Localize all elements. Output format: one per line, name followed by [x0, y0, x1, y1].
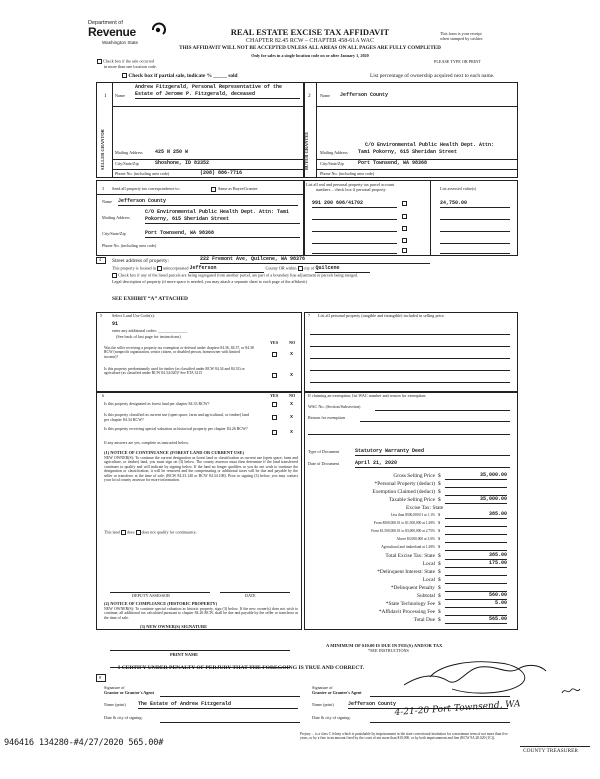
section6-q3-yes[interactable] — [272, 430, 277, 435]
total-state-dollar: $ — [438, 553, 441, 559]
assessed-value-label: List assessed value(s) — [440, 186, 477, 191]
seller-side-label: SELLER GRANTOR — [100, 129, 105, 170]
certify-text: I CERTIFY UNDER PENALTY OF PERJURY THAT THE FOREGOING IS TRUE AND CORRECT. — [118, 665, 365, 671]
section6-yes-header: YES — [270, 393, 279, 398]
grantee-signature-label-1: Signature of — [312, 685, 333, 690]
deputy-assessor-label: DEPUTY ASSESSOR — [132, 593, 170, 598]
seller-city-label: City/State/Zip — [115, 161, 139, 166]
interest-local-dollar: $ — [438, 577, 441, 583]
taxable-value[interactable]: 35,000.00 — [445, 497, 507, 504]
tech-fee-dollar: $ — [438, 601, 441, 607]
local-label: Local — [422, 561, 435, 567]
correspondence-mailing-2[interactable]: Pokorny, 615 Sheridan Street — [145, 217, 300, 224]
tier2-label: From $500,000.01 to $1,500,000 at 1.28% — [373, 521, 435, 525]
historic-title: (2) NOTICE OF COMPLIANCE (HISTORIC PROPERTY) — [104, 601, 218, 606]
seller-city-value[interactable]: Shoshone, ID 83352 — [155, 160, 210, 166]
interest-local-label: Local — [422, 577, 435, 583]
tier5-label: Agricultural and timberland at 1.28% — [381, 545, 435, 549]
grantee-signature-icon — [400, 655, 550, 700]
tier1-label: Less than $500,000.01 at 1.1% — [390, 513, 435, 517]
partial-sale-checkbox[interactable] — [122, 73, 127, 78]
gross-label: Gross Selling Price — [393, 473, 435, 479]
doc-type-value[interactable]: Statutory Warranty Deed — [355, 449, 510, 456]
logo-line2: Revenue — [88, 25, 136, 39]
grantor-signature-label-1: Signature of — [104, 685, 125, 690]
print-name-label: PRINT NAME — [170, 652, 199, 657]
seller-phone-value[interactable]: (208) 886-7716 — [200, 170, 243, 176]
form-only-for: Only for sales in a single location code on or after January 1, 2020 — [251, 53, 369, 58]
doc-date-label: Date of Document — [308, 461, 339, 466]
same-as-buyer-checkbox[interactable] — [211, 187, 216, 192]
legal-description-label: Legal description of property (if more space is needed, you may attach a separate sheet to each page of the affidavit) — [112, 279, 307, 284]
receipt-note-2: when stamped by cashier. — [440, 36, 484, 41]
tax-table — [308, 473, 513, 623]
segregated-label: Check box if any of the listed parcels are being segregated from another parcel, are part of a boundary line adjustment or parcels being merged. — [118, 272, 359, 278]
grantor-signature-label-2: Grantor or Grantor's Agent — [104, 690, 154, 695]
tier3-label: From $1,500,000.01 to $3,000,000 at 2.75% — [371, 529, 435, 533]
subtotal-dollar: $ — [438, 593, 441, 599]
agency-logo — [86, 18, 176, 48]
exhibit-note: SEE EXHIBIT “A” ATTACHED — [112, 296, 188, 302]
does-not-checkbox[interactable] — [136, 530, 141, 535]
parcel-personal-checkbox-2[interactable] — [402, 214, 407, 219]
parcel-personal-checkbox-3[interactable] — [402, 226, 407, 231]
print-note: PLEASE TYPE OR PRINT — [434, 59, 481, 64]
parcels-label-1: List all real and personal property tax parcel account — [306, 182, 395, 187]
logo-line1: Department of — [88, 20, 123, 26]
correspondence-phone-label: Phone No. (including area code) — [102, 243, 157, 248]
does-label: does — [126, 529, 135, 535]
doc-date-value[interactable]: April 21, 2020 — [355, 461, 510, 468]
land-use-q2-no[interactable]: x — [290, 372, 294, 378]
total-state-label: Total Excise Tax: State — [385, 553, 435, 559]
correspondence-city-value[interactable]: Port Townsend, WA 98368 — [145, 231, 300, 238]
form-title: REAL ESTATE EXCISE TAX AFFIDAVIT — [230, 27, 390, 37]
located-label: This property is located in — [112, 265, 156, 271]
total-state-value[interactable]: 385.00 — [445, 553, 507, 560]
unincorporated-checkbox[interactable] — [157, 266, 162, 271]
gross-dollar: $ — [438, 473, 441, 479]
city-of-label: city of — [303, 265, 315, 271]
interest-state-dollar: $ — [438, 569, 441, 575]
seller-phone-label: Phone No. (including area code) — [115, 171, 170, 176]
logo-swoosh-icon — [150, 22, 166, 38]
penalty-label: *Delinquent Penalty — [390, 585, 435, 591]
does-not-label: does not qualify for continuance. — [141, 529, 197, 535]
land-use-q1: Was the seller receiving a property tax exemption or deferral under chapters 84.36, 84.37, or 84.38 RCW (nonprofit organization, senior citizen, or disabled person, homeowner with limited income)? — [104, 346, 254, 359]
minimum-due-note: A MINIMUM OF $10.00 IS DUE IN FEE(S) AND/OR TAX — [326, 643, 443, 648]
partial-sale-row[interactable] — [122, 73, 238, 79]
tier5-dollar: $ — [438, 544, 441, 549]
continuance-title: (1) NOTICE OF CONTINUANCE (FOREST LAND OR CURRENT USE) — [104, 450, 244, 455]
buyer-name-value[interactable]: Jefferson County — [340, 92, 389, 98]
section6-q1-yes[interactable] — [272, 402, 277, 407]
grantee-date-label: Date & city of signing: — [312, 715, 351, 720]
correspondence-name-label: Name — [102, 199, 112, 204]
section6-q2: Is this property classified as current use (open space, farm and agricultural, or timber) land per chapter 84.34 RCW? — [104, 412, 250, 422]
parcel-number-value[interactable]: 991 200 606/41702 — [312, 201, 397, 208]
personal-deduct-label: *Personal Property (deduct) — [374, 481, 435, 487]
correspondence-section-number: 3 — [102, 186, 105, 191]
street-address-value[interactable]: 222 Fremont Ave, Quilcene, WA 98376 — [200, 257, 430, 264]
exemption-label: If claiming an exemption, list WAC number and reason for exemption: — [308, 393, 427, 398]
land-use-section-number: 5 — [100, 313, 103, 318]
tier1-dollar: $ — [438, 512, 441, 517]
land-use-q1-yes[interactable] — [272, 352, 277, 357]
street-section-number: 4 — [99, 257, 102, 262]
land-use-q2-yes[interactable] — [272, 373, 277, 378]
correspondence-mailing-1[interactable]: C/O Environmental Public Health Dept. Attn: Tami — [145, 209, 290, 215]
taxable-label: Taxable Selling Price — [388, 497, 435, 503]
tech-fee-label: *State Technology Fee — [385, 601, 435, 607]
historic-text: NEW OWNER(S): To continue special valuation as historic property, sign (3) below. If the new owner(s) does not wish to continue, all additional tax calculated pursuant to chapter 84.26 RCW, shall be due and payable by the seller or transferor at the time of sale. — [104, 607, 298, 620]
personal-dollar: $ — [438, 481, 441, 487]
local-dollar: $ — [438, 561, 441, 567]
subtotal-label: Subtotal — [417, 593, 435, 599]
grantee-print-value[interactable]: Jefferson County — [348, 702, 508, 709]
seller-section-number: 1 — [104, 93, 107, 99]
margin-initials-icon — [560, 685, 582, 697]
section6-q2-yes[interactable] — [272, 415, 277, 420]
county-or-label: County OR within — [265, 265, 297, 271]
exempt-dollar: $ — [438, 489, 441, 495]
city-value[interactable]: Quilcene — [315, 266, 370, 273]
continuance-qualify-row — [104, 530, 197, 535]
seller-name-label: Name — [115, 93, 125, 98]
multi-location-checkbox[interactable] — [97, 59, 102, 64]
continuance-text: NEW OWNER(S): To continue the current designation as forest land or classification as current use (open space, farm and agriculture, or timber) land, you must sign on (3) below. The county assessor must then determine if the land transferred continues to qualify and will indicate by signing below. If the land no longer qualifies or you do not wish to continue the designation or classification, it will be removed and the compensating or additional taxes will be due and payable by the seller or transferor at the time of sale. (RCW 84.33.140 or RCW 84.34.108). Prior to signing (3) below, you may contact your local county assessor for more information. — [104, 456, 298, 483]
deputy-date-label: DATE — [245, 593, 256, 598]
grantee-date-handwritten[interactable]: 4-21-20 Port Townsend, WA — [394, 699, 521, 719]
seller-mailing-label: Mailing Address — [115, 150, 143, 155]
personal-property-label: List all personal property (tangible and intangible) included in selling price. — [318, 313, 445, 318]
see-instructions-note: *SEE INSTRUCTIONS — [368, 648, 409, 653]
buyer-phone-label: Phone No. (including area code) — [320, 171, 375, 176]
buyer-city-label: City/State/Zip — [320, 161, 344, 166]
grantor-date-label: Date & city of signing: — [104, 715, 143, 720]
perjury-notice: Perjury ... is a class C felony which is punishable by imprisonment in the state correctional institution for a maximum term of not more than five years, or by a fine in an amount fixed by the court of not more than $10,000, or by both imprisonment and fine (RCW 9A.20.020 (1C)). — [300, 732, 508, 741]
land-use-additional: enter any additional codes: ______________ — [112, 328, 188, 333]
tier4-label: Above $3,000,000 at 3.0% — [396, 537, 435, 541]
cashier-stamp: 946416 134280-#4/27/2020 565.00# — [4, 738, 164, 748]
total-due-label: Total Due — [413, 617, 435, 623]
doc-type-label: Type of Document — [308, 449, 340, 454]
correspondence-city-label: City/State/Zip — [102, 231, 126, 236]
affidavit-fee-dollar: $ — [438, 609, 441, 615]
tier3-dollar: $ — [438, 528, 441, 533]
section8-number: 8 — [99, 675, 102, 680]
land-use-yes-header: YES — [270, 340, 279, 345]
total-due-value[interactable]: 565.00 — [445, 617, 507, 624]
buyer-mailing-label: Mailing Address — [320, 150, 348, 155]
city-of-checkbox[interactable] — [298, 266, 303, 271]
wac-label: WAC No. (Section/Subsection) — [308, 404, 361, 409]
correspondence-name-value[interactable]: Jefferson County — [118, 199, 298, 206]
taxable-dollar: $ — [438, 497, 441, 503]
seller-name-2[interactable]: Estate of Jerome P. Fitzgerald, deceased — [135, 92, 300, 99]
buyer-mailing-2[interactable]: Tami Pokorny, 615 Sheridan Street — [358, 149, 458, 155]
land-use-no-header: NO — [289, 340, 296, 345]
new-owner-signature-label: (3) NEW OWNER(S) SIGNATURE — [140, 624, 208, 629]
exempt-deduct-label: Exemption Claimed (deduct) — [372, 489, 435, 495]
county-treasurer-label: COUNTY TREASURER — [523, 748, 578, 754]
assessed-value-value[interactable]: 24,750.00 — [440, 201, 510, 208]
section6-q3: Is this property receiving special valuation as historical property per chapter 84.26 RCW? — [104, 426, 248, 431]
section6-q1: Is this property designated as forest land per chapter 84.33 RCW? — [104, 401, 210, 406]
logo-line3: Washington State — [102, 40, 139, 45]
parcel-personal-checkbox-1[interactable] — [402, 201, 407, 206]
seller-name-1[interactable]: Andrew Fitzgerald, Personal Representative of the — [135, 84, 283, 90]
tier1-value[interactable]: 385.00 — [445, 512, 507, 519]
gross-value[interactable]: 35,000.00 — [445, 473, 507, 480]
section7-number: 7 — [308, 313, 311, 318]
land-use-label: Select Land Use Code(s): — [112, 313, 155, 318]
form-warning: THIS AFFIDAVIT WILL NOT BE ACCEPTED UNLESS ALL AREAS ON ALL PAGES ARE FULLY COMPLETED — [179, 45, 441, 51]
unincorporated-label: unincorporated — [163, 265, 189, 271]
parcel-personal-checkbox-4[interactable] — [402, 238, 407, 243]
multi-location-label2: in more than one location code. — [104, 64, 157, 69]
affidavit-fee-label: *Affidavit Processing Fee — [378, 609, 435, 615]
multi-location-label1: Check box if the sale occurred — [103, 58, 155, 64]
tech-fee-value[interactable]: 5.00 — [445, 601, 507, 608]
tier2-dollar: $ — [438, 520, 441, 525]
section6-no-header: NO — [289, 393, 296, 398]
correspondence-mailing-label: Mailing Address — [102, 215, 130, 220]
form-chapter: CHAPTER 82.45 RCW – CHAPTER 458-61A WAC — [246, 38, 374, 44]
buyer-section-number: 2 — [308, 93, 311, 99]
land-use-q1-no[interactable]: x — [290, 351, 294, 357]
personal-property-section — [304, 312, 518, 392]
section6-q1-no[interactable]: x — [290, 401, 294, 407]
local-value[interactable]: 175.00 — [445, 561, 507, 568]
buyer-mailing-1[interactable]: C/O Environmental Public Health Dept. Attn: — [365, 142, 495, 148]
buyer-side-label: BUYER GRANTEE — [304, 131, 309, 170]
tier4-dollar: $ — [438, 536, 441, 541]
total-due-dollar: $ — [438, 617, 441, 623]
land-use-q2: Is this property predominantly used for timber (as classified under RCW 84.34 and 84.33) or agriculture (as classified under RCW 84.34.020)? See ETA 3215 — [104, 367, 245, 376]
section6-q2-no[interactable]: x — [290, 414, 294, 420]
grantee-signature-label-2: Grantee or Grantee's Agent — [312, 690, 362, 695]
this-land-label: This land — [104, 529, 120, 535]
buyer-name-label: Name — [320, 93, 330, 98]
section6-q3-no[interactable]: x — [290, 429, 294, 435]
same-as-buyer-label: Same as Buyer/Grantee — [218, 186, 258, 191]
segregated-row[interactable] — [112, 273, 358, 278]
section6-any-yes: If any answers are yes, complete as instructed below. — [104, 440, 189, 445]
ownership-pct-note: List percentage of ownership acquired next to each name. — [370, 73, 495, 79]
penalty-dollar: $ — [438, 585, 441, 591]
grantor-print-value[interactable]: The Estate of Andrew Fitzgerald — [138, 702, 298, 709]
street-address-label: Street address of property: — [112, 258, 170, 264]
grantee-print-label: Name (print) — [312, 702, 334, 707]
does-checkbox[interactable] — [121, 530, 126, 535]
segregated-checkbox[interactable] — [112, 273, 117, 278]
receipt-note-1: This form is your receipt — [440, 31, 482, 36]
exemption-reason-label: Reason for exemption — [308, 415, 345, 420]
excise-state-label: Excise Tax: State — [406, 505, 444, 511]
buyer-city-value[interactable]: Port Townsend, WA 98368 — [358, 160, 428, 166]
section6-number: 6 — [102, 393, 105, 398]
land-use-see-back: (See back of last page for instructions) — [116, 334, 181, 339]
seller-mailing-value[interactable]: 425 N 250 W — [155, 149, 189, 155]
parcel-personal-checkbox-5[interactable] — [402, 248, 407, 253]
land-use-code[interactable]: 91 — [112, 321, 119, 327]
county-value[interactable]: Jefferson — [189, 266, 264, 273]
grantor-print-label: Name (print) — [104, 702, 126, 707]
correspondence-label: Send all property tax correspondence to: — [112, 186, 180, 191]
interest-state-label: *Delinquent Interest: State — [377, 569, 435, 575]
partial-sale-label: Check box if partial sale, indicate % _____ sold — [128, 73, 238, 79]
parcels-label-2: numbers – check box if personal property — [316, 187, 386, 192]
subtotal-value[interactable]: 560.00 — [445, 593, 507, 600]
